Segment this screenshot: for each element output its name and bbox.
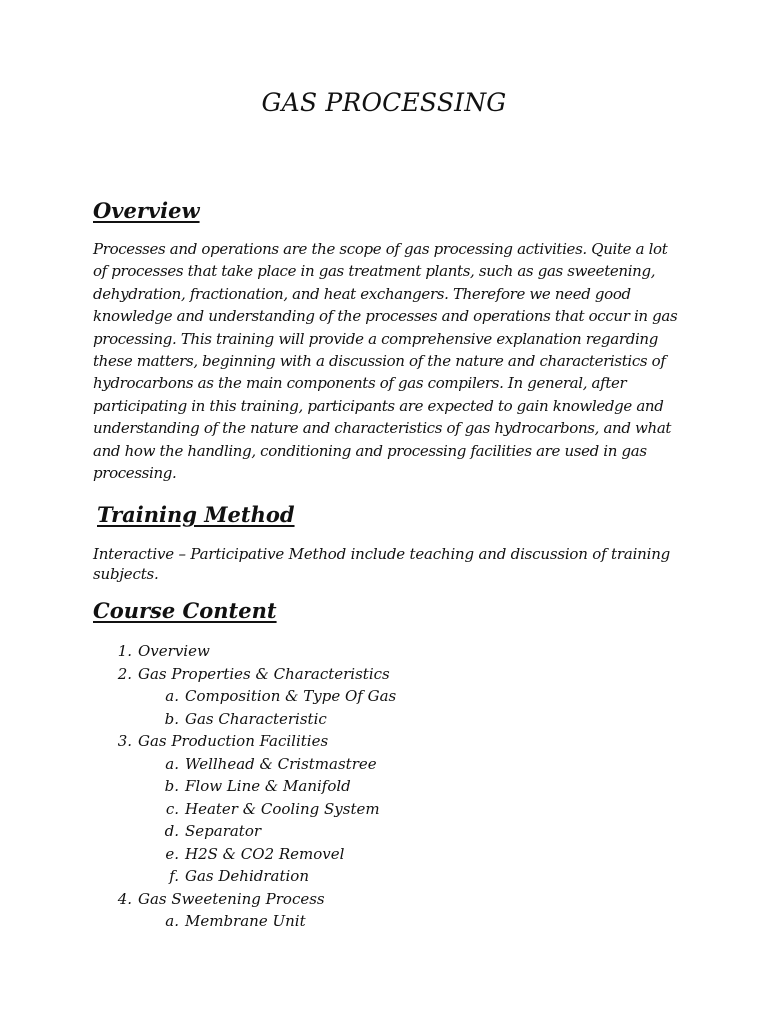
list-item: 1. Overview — [117, 642, 210, 660]
list-item: f. Gas Dehidration — [169, 867, 309, 885]
list-item: 3. Gas Production Facilities — [117, 732, 329, 750]
list-item: 4. Gas Sweetening Process — [117, 890, 325, 908]
training-method-paragraph: Interactive – Participative Method include teaching and discussion of training subjects. — [93, 545, 671, 583]
list-item: 2. Gas Properties & Characteristics — [117, 665, 390, 683]
list-item: b. Gas Characteristic — [164, 710, 327, 728]
list-item: d. Separator — [164, 822, 262, 840]
list-item: a. Wellhead & Cristmastree — [165, 755, 377, 773]
list-item: e. H2S & CO2 Removel — [165, 845, 345, 863]
overview-paragraph: Processes and operations are the scope of gas processing activities. Quite a lot of processes that take place in gas treatment plants, such as gas sweetening, dehydration, fractionation, and heat exchangers. Therefore we need good knowledge and understanding of the processes and operations that occur in gas processing. This training will provide a comprehensive explanation regarding these matters, beginning with a discussion of the nature and characteristics of hydrocarbons as the main components of gas compilers. In general, after participating in this training, participants are expected to gain knowledge and understanding of the nature and characteristics of gas hydrocarbons, and what and how the handling, conditioning and processing facilities are used in gas processing. — [93, 240, 678, 483]
overview-heading: Overview — [93, 198, 200, 223]
list-item: a. Membrane Unit — [165, 912, 306, 930]
list-item: c. Heater & Cooling System — [165, 800, 380, 818]
training-method-heading: Training Method — [97, 502, 295, 527]
list-item: a. Composition & Type Of Gas — [165, 687, 397, 705]
list-item: b. Flow Line & Manifold — [164, 777, 351, 795]
page-title: GAS PROCESSING — [261, 88, 507, 117]
course-content-heading: Course Content — [93, 598, 277, 623]
